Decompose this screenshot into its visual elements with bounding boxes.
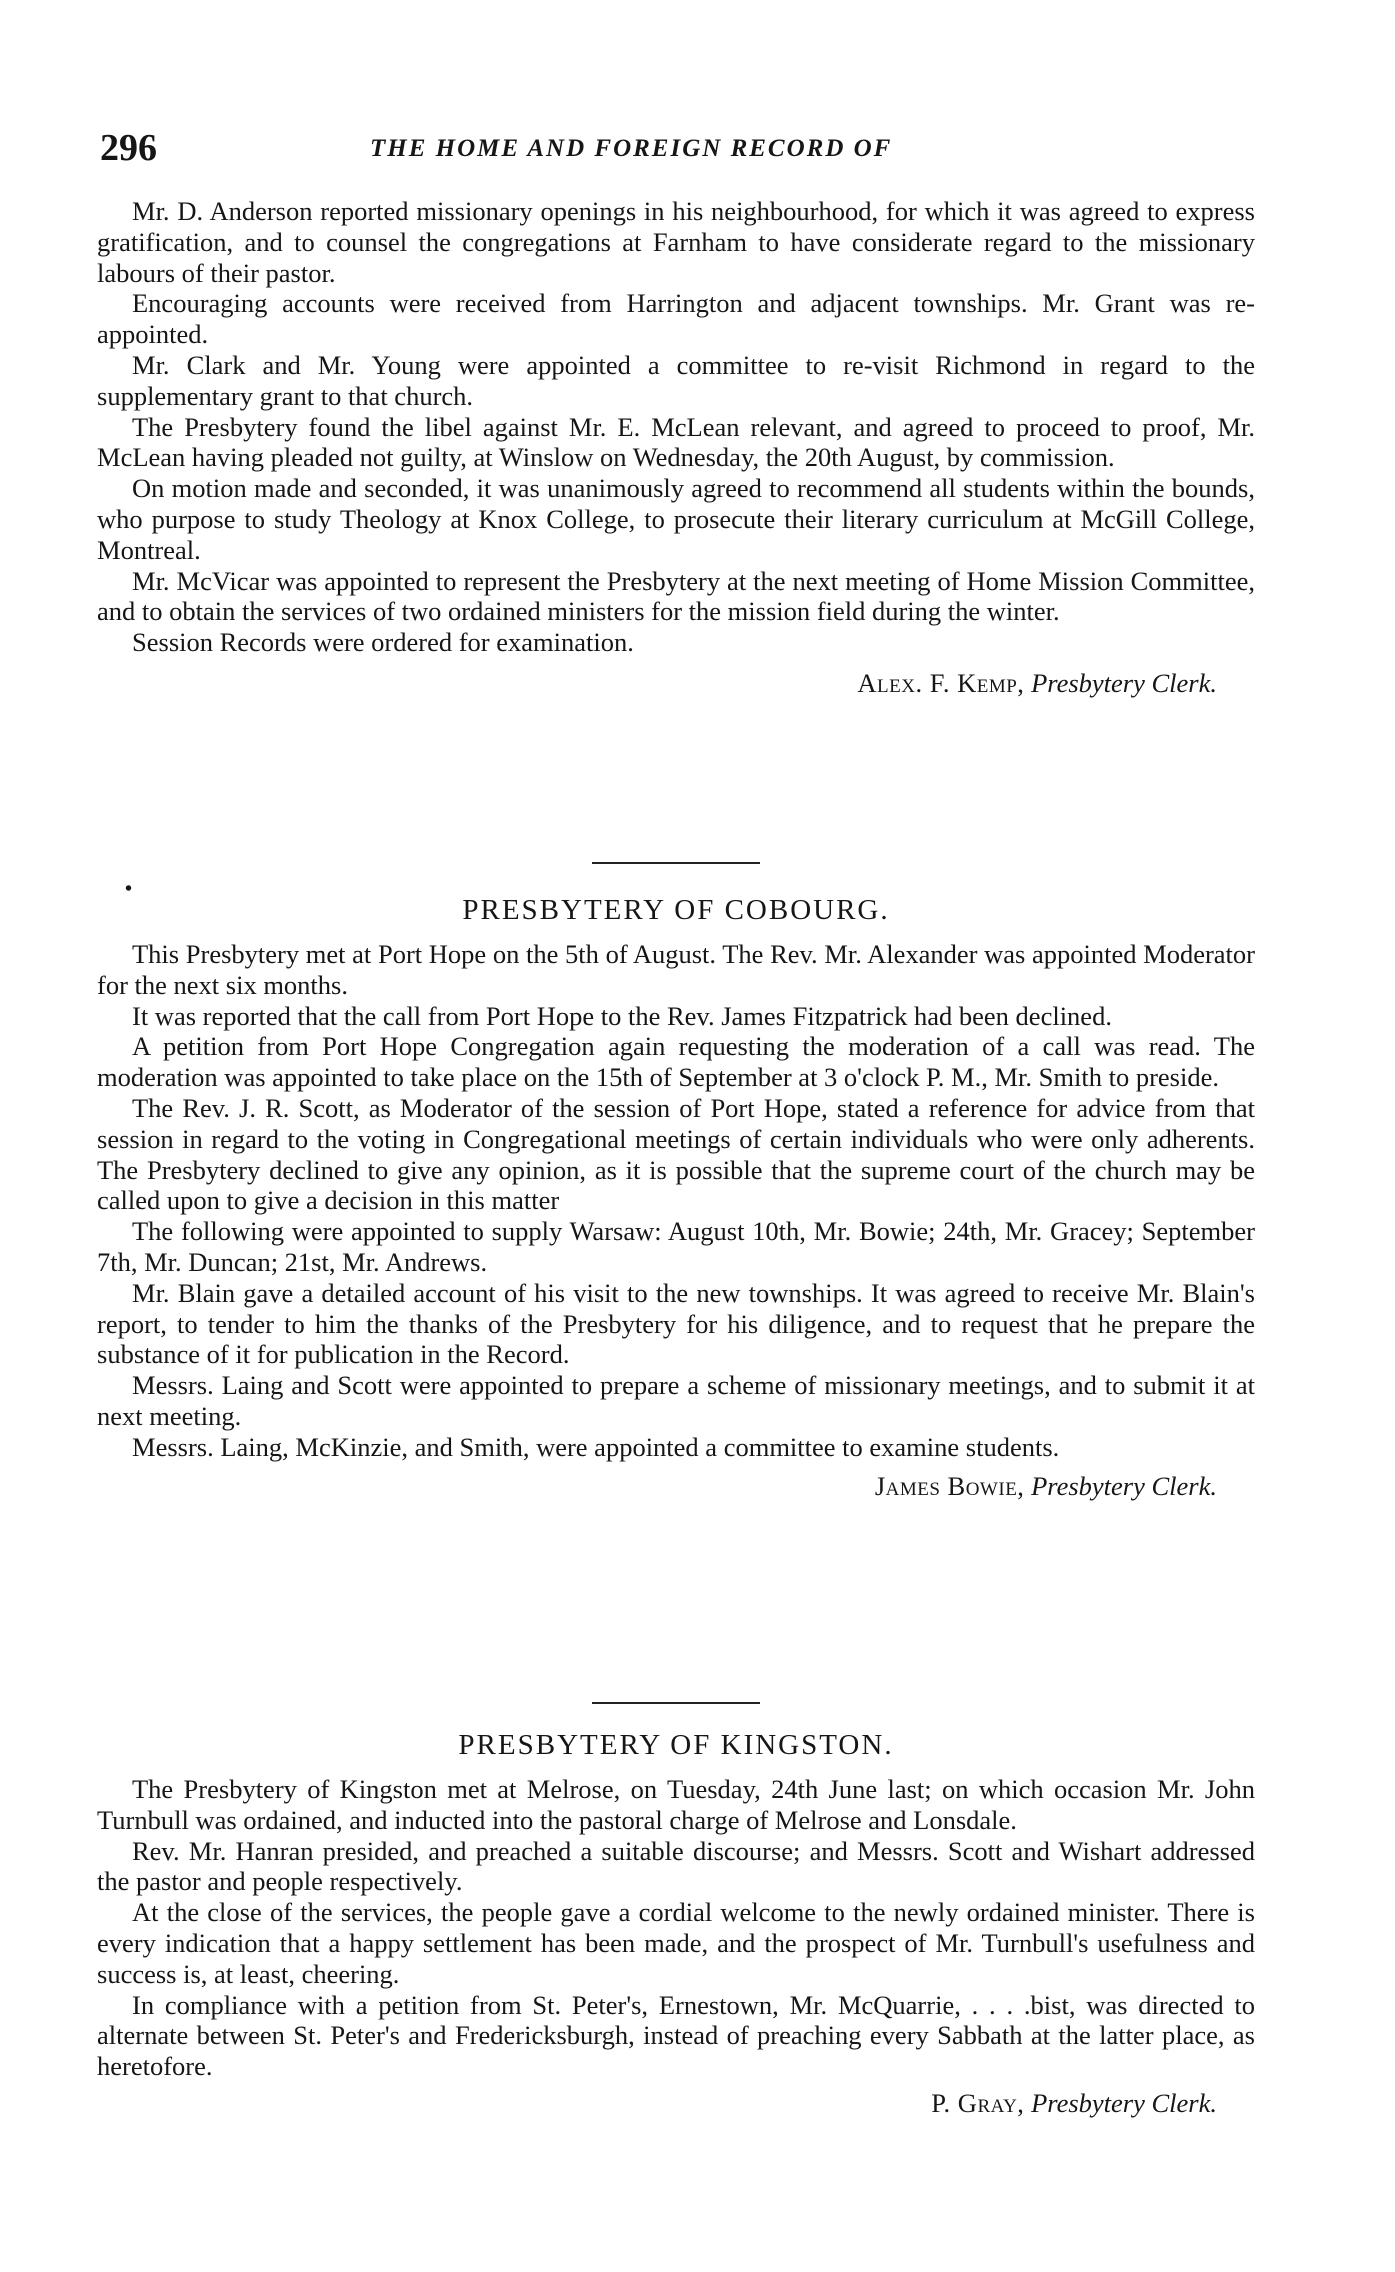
signature-name: Alex. F. Kemp,: [857, 667, 1025, 698]
bullet-mark: •: [125, 878, 133, 900]
running-header: [100, 128, 1250, 168]
paragraph: The Presbytery found the libel against Mr. E. McLean relevant, and agreed to proceed to proof, Mr. McLean having pleaded not guilty, at Winslow on Wednesday, the 20th August, by commission.: [97, 411, 1255, 473]
signature-title: Presbytery Clerk.: [1031, 1470, 1217, 1501]
section-kingston: [97, 1728, 1255, 2119]
paragraph: A petition from Port Hope Congregation again requesting the moderation of a call was read. The moderation was appointed to take place on the 15th of September at 3 o'clock P. M., Mr. Smith to preside.: [97, 1031, 1255, 1093]
signature-name: James Bowie,: [874, 1470, 1025, 1501]
section-divider-wrap: [97, 1702, 1255, 1704]
section-divider: [592, 1702, 760, 1704]
section-cobourg: [97, 893, 1255, 1502]
running-title: THE HOME AND FOREIGN RECORD OF: [370, 135, 893, 162]
section-heading: PRESBYTERY OF KINGSTON.: [458, 1729, 894, 1761]
signature-title: Presbytery Clerk.: [1031, 667, 1217, 698]
paragraph: Mr. Blain gave a detailed account of his visit to the new townships. It was agreed to receive Mr. Blain's report, to tender to him the thanks of the Presbytery for his diligence, and to request that he prepare the substance of it for publication in the Record.: [97, 1277, 1255, 1370]
signature: [97, 668, 1255, 699]
signature: [97, 1471, 1255, 1502]
paragraph: This Presbytery met at Port Hope on the 5th of August. The Rev. Mr. Alexander was appointed Moderator for the next six months.: [97, 939, 1255, 1000]
paragraph: Messrs. Laing and Scott were appointed to prepare a scheme of missionary meetings, and to submit it at next meeting.: [97, 1370, 1255, 1431]
paragraph: Mr. Clark and Mr. Young were appointed a committee to re-visit Richmond in regard to the supplementary grant to that church.: [97, 349, 1255, 411]
signature-name: P. Gray,: [931, 2087, 1025, 2118]
paragraph: It was reported that the call from Port Hope to the Rev. James Fitzpatrick had been declined.: [132, 1000, 1112, 1031]
signature-title: Presbytery Clerk.: [1031, 2087, 1217, 2118]
paragraph: Mr. McVicar was appointed to represent the Presbytery at the next meeting of Home Mission Committee, and to obtain the services of two ordained ministers for the mission field during the winter.: [97, 565, 1255, 627]
paragraph: Rev. Mr. Hanran presided, and preached a suitable discourse; and Messrs. Scott and Wishart addressed the pastor and people respectively.: [97, 1835, 1255, 1897]
paragraph: Mr. D. Anderson reported missionary openings in his neighbourhood, for which it was agreed to express gratification, and to counsel the congregations at Farnham to have considerate regard to the missionary labours of their pastor.: [97, 196, 1255, 288]
section-continuation: [97, 196, 1255, 699]
section-divider-wrap: [97, 862, 1255, 864]
signature: [97, 2088, 1255, 2119]
paragraph: The Presbytery of Kingston met at Melrose, on Tuesday, 24th June last; on which occasion Mr. John Turnbull was ordained, and inducted into the pastoral charge of Melrose and Lonsdale.: [97, 1774, 1255, 1835]
section-heading: PRESBYTERY OF COBOURG.: [462, 894, 890, 926]
paragraph: The Rev. J. R. Scott, as Moderator of the session of Port Hope, stated a reference for advice from that session in regard to the voting in Congregational meetings of certain individuals who were only adherents. The Presbytery declined to give any opinion, as it is possible that the supreme court of the church may be called upon to give a decision in this matter: [97, 1092, 1255, 1216]
paragraph: Encouraging accounts were received from Harrington and adjacent townships. Mr. Grant was re-appointed.: [97, 288, 1255, 350]
paragraph: Messrs. Laing, McKinzie, and Smith, were appointed a committee to examine students.: [132, 1431, 1060, 1462]
paragraph: On motion made and seconded, it was unanimously agreed to recommend all students within the bounds, who purpose to study Theology at Knox College, to prosecute their literary curriculum at McGill College, Montreal.: [97, 473, 1255, 565]
paragraph: In compliance with a petition from St. Peter's, Ernestown, Mr. McQuarrie, . . . .bist, was directed to alternate between St. Peter's and Fredericksburgh, instead of preaching every Sabbath at the latter place, as heretofore.: [97, 1989, 1255, 2082]
section-divider: [592, 862, 760, 864]
page-number: 296: [100, 127, 157, 169]
paragraph: The following were appointed to supply Warsaw: August 10th, Mr. Bowie; 24th, Mr. Gracey; September 7th, Mr. Duncan; 21st, Mr. Andrews.: [97, 1216, 1255, 1277]
paragraph: At the close of the services, the people gave a cordial welcome to the newly ordained minister. There is every indication that a happy settlement has been made, and the prospect of Mr. Turnbull's usefulness and success is, at least, cheering.: [97, 1897, 1255, 1989]
paragraph: Session Records were ordered for examination.: [132, 627, 634, 658]
